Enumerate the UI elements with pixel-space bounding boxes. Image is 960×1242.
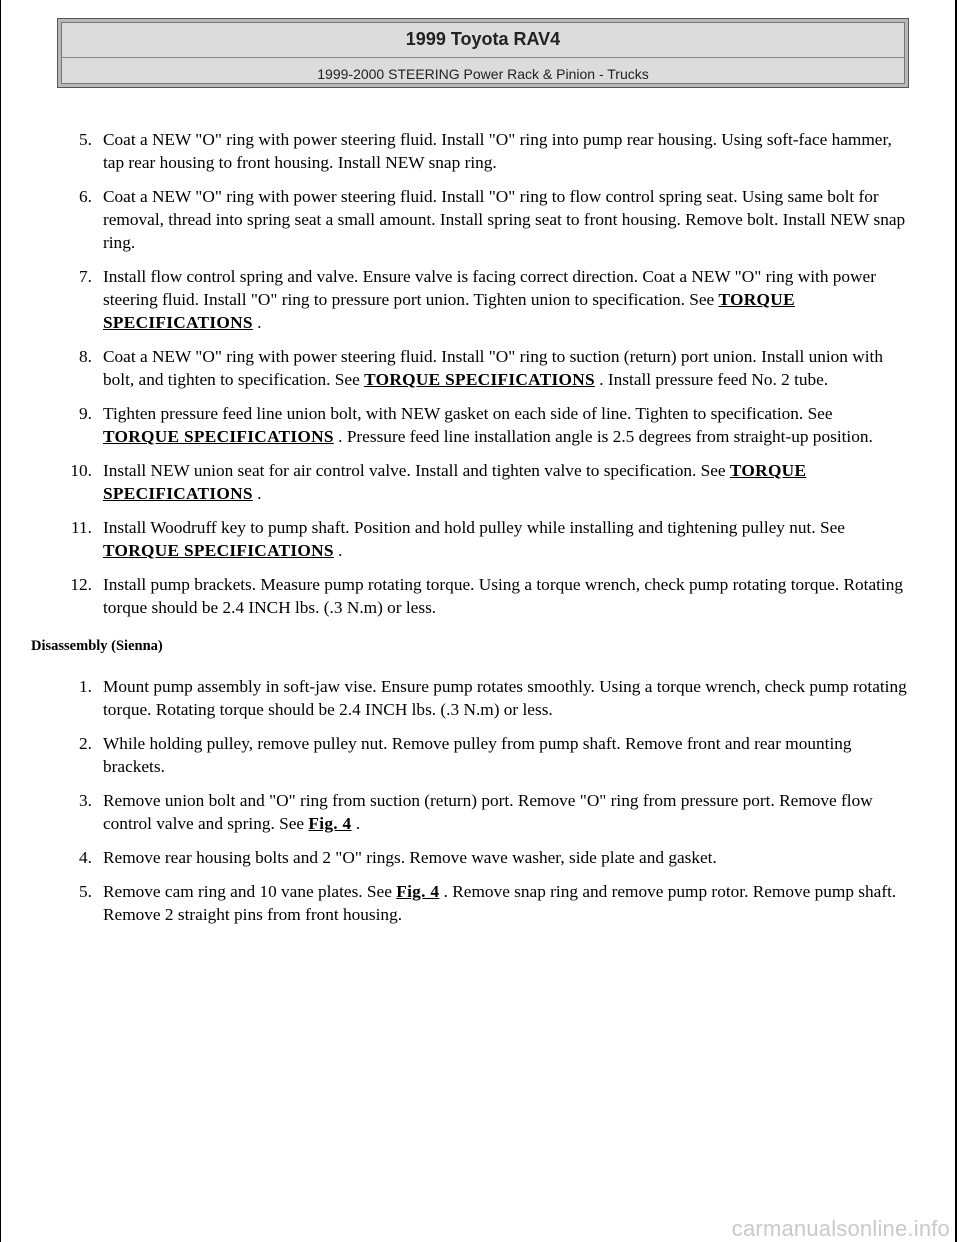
step-item — [32, 265, 912, 334]
step-item — [32, 675, 912, 721]
step-number: 12. — [70, 575, 92, 594]
step-number: 6. — [79, 187, 92, 206]
step-item — [32, 345, 912, 391]
step-text: Remove rear housing bolts and 2 "O" rings. Remove wave washer, side plate and gasket. — [103, 848, 717, 867]
reference-link[interactable]: Fig. 4 — [396, 882, 440, 901]
step-number: 9. — [79, 404, 92, 423]
step-item — [32, 185, 912, 254]
step-item — [32, 732, 912, 778]
step-text: . — [351, 814, 361, 833]
step-number: 10. — [70, 461, 92, 480]
step-text: . — [252, 313, 262, 332]
step-text: Install flow control spring and valve. Ensure valve is facing correct direction. Coat a NEW "O" ring with power steering fluid. Install "O" ring to pressure port union. Tighten union to specification. See — [103, 267, 876, 309]
document-subtitle: 1999-2000 STEERING Power Rack & Pinion - Trucks — [317, 66, 649, 82]
reference-link[interactable]: TORQUE SPECIFICATIONS — [103, 461, 807, 503]
step-text: Tighten pressure feed line union bolt, with NEW gasket on each side of line. Tighten to specification. See — [103, 404, 833, 423]
step-item — [32, 516, 912, 562]
site-watermark: carmanualsonline.info — [731, 1216, 950, 1241]
header-inner-panel — [61, 22, 905, 84]
step-text: Coat a NEW "O" ring with power steering fluid. Install "O" ring into pump rear housing. Using soft-face hammer, tap rear housing to front housing. Install NEW snap ring. — [103, 130, 892, 172]
section-heading: Disassembly (Sienna) — [31, 638, 163, 654]
step-text: Remove cam ring and 10 vane plates. See — [103, 882, 397, 901]
step-text: Install Woodruff key to pump shaft. Position and hold pulley while installing and tightening pulley nut. See — [103, 518, 845, 537]
reference-link[interactable]: TORQUE SPECIFICATIONS — [103, 290, 795, 332]
document-header — [57, 18, 909, 88]
step-number: 1. — [79, 677, 92, 696]
step-item — [32, 402, 912, 448]
step-number: 5. — [79, 882, 92, 901]
step-number: 8. — [79, 347, 92, 366]
step-number: 7. — [79, 267, 92, 286]
step-text: . — [333, 541, 343, 560]
step-text: Remove union bolt and "O" ring from suction (return) port. Remove "O" ring from pressure port. Remove flow control valve and spring. See — [103, 791, 873, 833]
step-text: While holding pulley, remove pulley nut. Remove pulley from pump shaft. Remove front and rear mounting brackets. — [103, 734, 852, 776]
step-text: . Install pressure feed No. 2 tube. — [594, 370, 829, 389]
step-text: Mount pump assembly in soft-jaw vise. Ensure pump rotates smoothly. Using a torque wrench, check pump rotating torque. Rotating torque should be 2.4 INCH lbs. (.3 N.m) or less. — [103, 677, 907, 719]
step-number: 3. — [79, 791, 92, 810]
step-number: 5. — [79, 130, 92, 149]
step-text: . Remove snap ring and remove pump rotor. Remove pump shaft. Remove 2 straight pins from front housing. — [103, 882, 897, 924]
step-text: Install NEW union seat for air control valve. Install and tighten valve to specification. See — [103, 461, 730, 480]
installation-steps-list — [32, 128, 912, 619]
step-item — [32, 128, 912, 174]
document-body — [32, 128, 912, 937]
step-text: . — [252, 484, 262, 503]
reference-link[interactable]: TORQUE SPECIFICATIONS — [103, 541, 334, 560]
document-title: 1999 Toyota RAV4 — [405, 29, 561, 49]
step-item — [32, 880, 912, 926]
reference-link[interactable]: TORQUE SPECIFICATIONS — [364, 370, 595, 389]
step-text: Install pump brackets. Measure pump rotating torque. Using a torque wrench, check pump rotating torque. Rotating torque should be 2.4 INCH lbs. (.3 N.m) or less. — [103, 575, 904, 617]
step-item — [32, 459, 912, 505]
reference-link[interactable]: TORQUE SPECIFICATIONS — [103, 427, 334, 446]
step-number: 11. — [71, 518, 92, 537]
step-text: Coat a NEW "O" ring with power steering fluid. Install "O" ring to flow control spring seat. Using same bolt for removal, thread into spring seat a small amount. Install spring seat to front housing. Remove bolt. Install NEW snap ring. — [103, 187, 906, 252]
step-text: . Pressure feed line installation angle is 2.5 degrees from straight-up position. — [333, 427, 873, 446]
reference-link[interactable]: Fig. 4 — [308, 814, 352, 833]
step-number: 2. — [79, 734, 92, 753]
step-item — [32, 789, 912, 835]
disassembly-steps-list — [32, 675, 912, 926]
step-item — [32, 573, 912, 619]
step-number: 4. — [79, 848, 92, 867]
step-text: Coat a NEW "O" ring with power steering fluid. Install "O" ring to suction (return) port union. Install union with bolt, and tighten to specification. See — [103, 347, 883, 389]
step-item — [32, 846, 912, 869]
header-divider — [62, 57, 904, 58]
